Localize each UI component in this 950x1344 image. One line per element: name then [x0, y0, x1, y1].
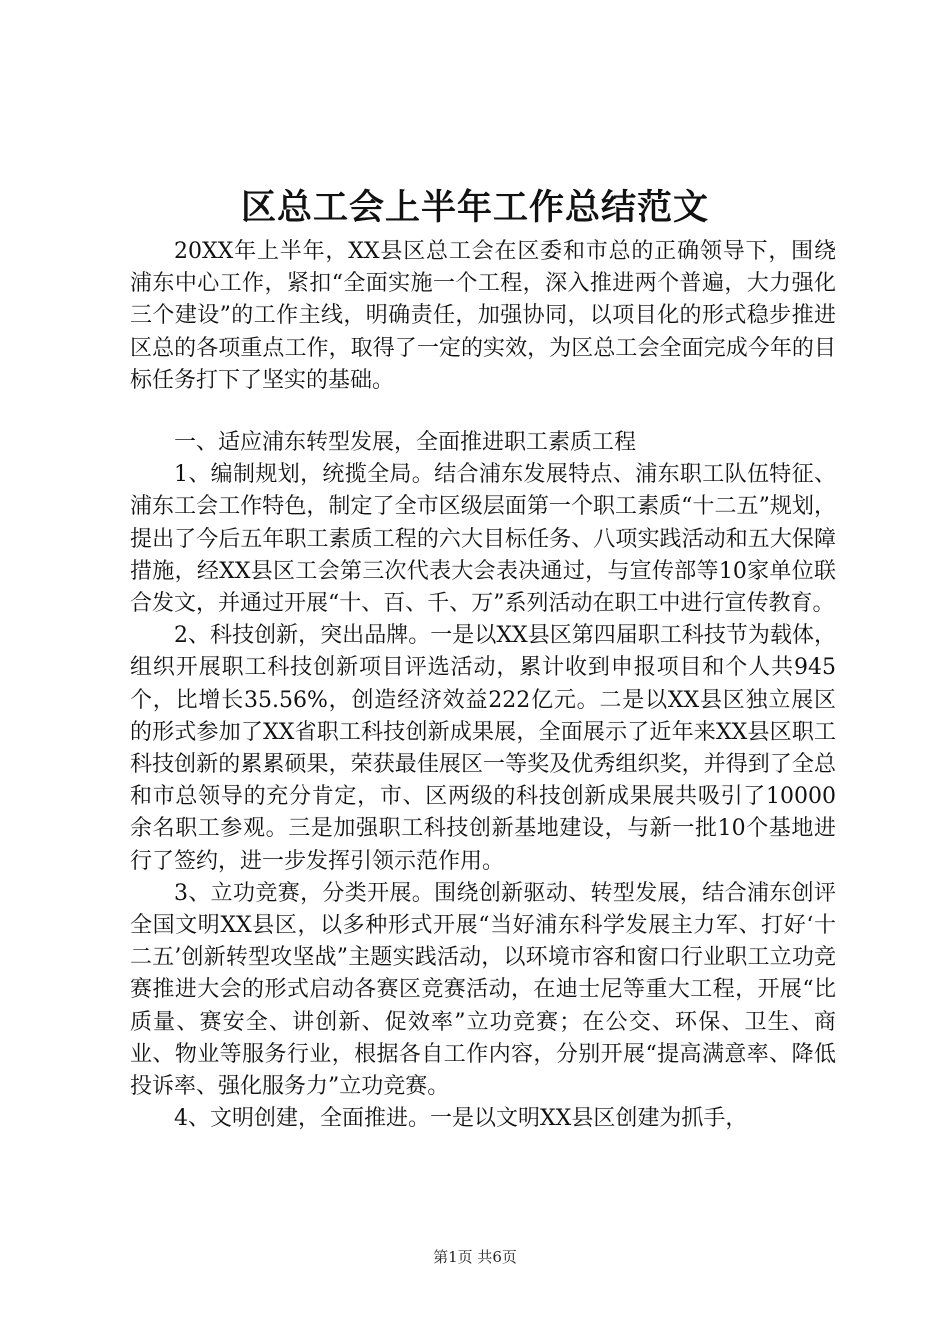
- section-heading-1: 一、适应浦东转型发展，全面推进职工素质工程: [174, 430, 637, 456]
- page-number: 第1页 共6页: [433, 1248, 517, 1266]
- document-title: 区总工会上半年工作总结范文: [240, 187, 709, 228]
- paragraph-innovation: 2、科技创新，突出品牌。一是以XX县区第四届职工科技节为载体，组织开展职工科技创新项目评选活动，累计收到申报项目和个人共945个，比增长35.56%，创造经济效益222亿元。二是以XX县区独立展区的形式参加了XX省职工科技创新成果展，全面展示了近年来XX县区职工科技创新的累累硕果，荣获最佳展区一等奖及优秀组织奖，并得到了全总和市总领导的充分肯定，市、区两级的科技创新成果展共吸引了10000余名职工参观。三是加强职工科技创新基地建设，与新一批10个基地进行了签约，进一步发挥引领示范作用。: [130, 623, 836, 874]
- page-footer: [0, 1247, 950, 1267]
- paragraph-planning: 1、编制规划，统揽全局。结合浦东发展特点、浦东职工队伍特征、浦东工会工作特色，制定了全市区级层面第一个职工素质“十二五”规划，提出了今后五年职工素质工程的六大目标任务、八项实践活动和五大保障措施，经XX县区工会第三次代表大会表决通过，与宣传部等10家单位联合发文，并通过开展“十、百、千、万”系列活动在职工中进行宣传教育。: [130, 462, 836, 617]
- paragraph-civilization: 4、文明创建，全面推进。一是以文明XX县区创建为抓手，: [174, 1106, 748, 1132]
- document-body: [130, 236, 836, 1135]
- paragraph-competition: 3、立功竞赛，分类开展。围绕创新驱动、转型发展，结合浦东创评全国文明XX县区，以多种形式开展“当好浦东科学发展主力军、打好‘十二五’创新转型攻坚战”主题实践活动，以环境市容和窗口行业职工立功竞赛推进大会的形式启动各赛区竞赛活动，在迪士尼等重大工程，开展“比质量、赛安全、讲创新、促效率”立功竞赛；在公交、环保、卫生、商业、物业等服务行业，根据各自工作内容，分别开展“提高满意率、降低投诉率、强化服务力”立功竞赛。: [130, 880, 836, 1100]
- intro-paragraph: 20XX年上半年，XX县区总工会在区委和市总的正确领导下，围绕浦东中心工作，紧扣“全面实施一个工程，深入推进两个普遍，大力强化三个建设”的工作主线，明确责任，加强协同，以项目化的形式稳步推进区总的各项重点工作，取得了一定的实效，为区总工会全面完成今年的目标任务打下了坚实的基础。: [130, 239, 836, 393]
